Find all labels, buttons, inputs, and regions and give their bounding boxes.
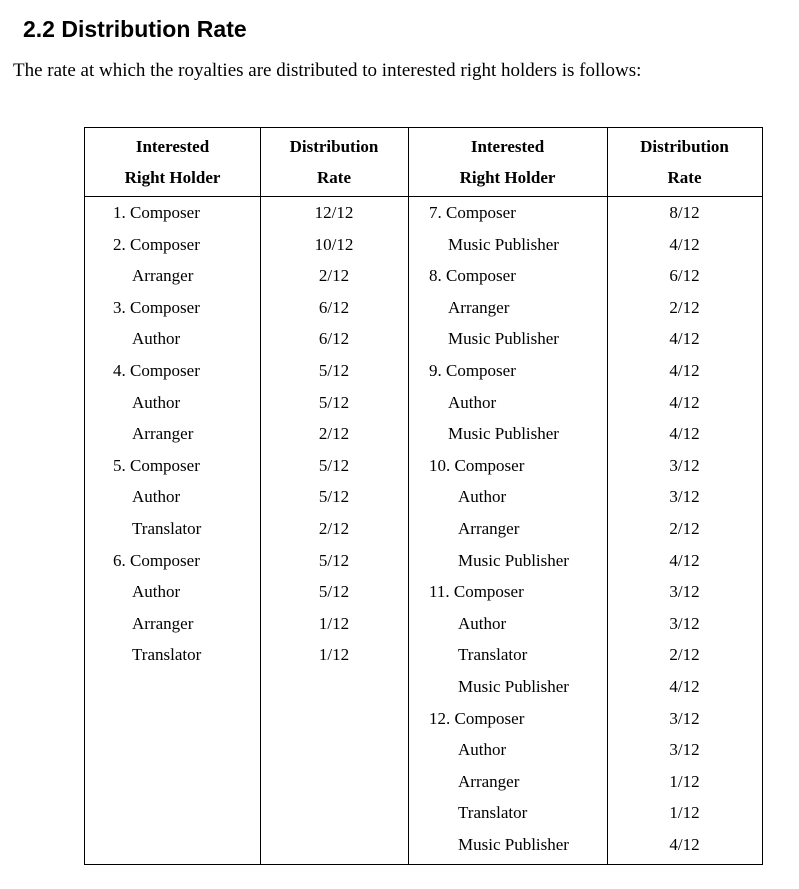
- holder-cell: Author: [132, 392, 181, 412]
- rate-cell: 1/12: [318, 645, 350, 665]
- rate-cell: 1/12: [318, 613, 350, 633]
- header-right-holder: [408, 128, 607, 196]
- holder-cell: 4. Composer: [113, 360, 200, 380]
- holder-cell: Arranger: [132, 266, 194, 286]
- rate-cell: 4/12: [669, 834, 700, 854]
- holder-cell: 9. Composer: [429, 360, 516, 380]
- rate-cell: 4/12: [669, 392, 700, 412]
- rate-cell: 5/12: [318, 360, 350, 380]
- rate-cell: 6/12: [318, 329, 350, 349]
- holder-cell: Music Publisher: [448, 424, 559, 444]
- rate-cell: 4/12: [669, 234, 700, 254]
- header-right-rate: [607, 128, 762, 196]
- rate-cell: 1/12: [669, 803, 700, 823]
- rate-cell: 2/12: [669, 645, 700, 665]
- holder-cell: Arranger: [458, 771, 520, 791]
- header-line: Distribution: [640, 137, 729, 156]
- holder-cell: 12. Composer: [429, 708, 525, 728]
- header-line: Rate: [317, 168, 351, 187]
- right-rate-column: [607, 197, 762, 860]
- left-rate-column: [260, 197, 408, 671]
- holder-cell: Author: [458, 613, 507, 633]
- rate-cell: 4/12: [669, 360, 700, 380]
- header-line: Rate: [667, 168, 702, 187]
- rate-cell: 6/12: [669, 266, 700, 286]
- header-line: Interested: [135, 137, 210, 156]
- holder-cell: Arranger: [132, 424, 194, 444]
- rate-cell: 3/12: [669, 613, 700, 633]
- header-line: Right Holder: [459, 168, 556, 187]
- holder-cell: Author: [132, 487, 181, 507]
- header-left-holder: [85, 128, 260, 196]
- holder-cell: Arranger: [458, 518, 520, 538]
- rate-cell: 6/12: [318, 297, 350, 317]
- holder-cell: Author: [458, 487, 507, 507]
- rate-cell: 4/12: [669, 676, 700, 696]
- holder-cell: Music Publisher: [458, 834, 569, 854]
- holder-cell: Author: [458, 740, 507, 760]
- rate-cell: 3/12: [669, 708, 700, 728]
- holder-cell: 10. Composer: [429, 455, 525, 475]
- rate-cell: 5/12: [318, 582, 350, 602]
- holder-cell: Translator: [458, 803, 528, 823]
- rate-cell: 2/12: [669, 297, 700, 317]
- holder-cell: 7. Composer: [429, 203, 516, 222]
- holder-cell: 8. Composer: [429, 266, 516, 286]
- holder-cell: Translator: [132, 518, 202, 538]
- header-line: Distribution: [289, 137, 379, 156]
- rate-cell: 4/12: [669, 550, 700, 570]
- rate-cell: 3/12: [669, 740, 700, 760]
- holder-cell: Arranger: [448, 297, 510, 317]
- left-holder-column: [85, 197, 260, 671]
- rate-cell: 12/12: [314, 203, 354, 222]
- header-left-rate: [260, 128, 408, 196]
- holder-cell: Music Publisher: [458, 676, 569, 696]
- holder-cell: Arranger: [132, 613, 194, 633]
- rate-cell: 5/12: [318, 487, 350, 507]
- rate-cell: 10/12: [314, 234, 354, 254]
- rate-cell: 3/12: [669, 582, 700, 602]
- rate-cell: 4/12: [669, 329, 700, 349]
- holder-cell: 3. Composer: [113, 297, 200, 317]
- rate-cell: 2/12: [669, 518, 700, 538]
- holder-cell: 1. Composer: [113, 203, 200, 222]
- holder-cell: 6. Composer: [113, 550, 200, 570]
- rate-cell: 5/12: [318, 550, 350, 570]
- holder-cell: Music Publisher: [458, 550, 569, 570]
- holder-cell: Music Publisher: [448, 234, 559, 254]
- holder-cell: 5. Composer: [113, 455, 200, 475]
- rate-cell: 5/12: [318, 455, 350, 475]
- holder-cell: Translator: [458, 645, 528, 665]
- rate-cell: 1/12: [669, 771, 700, 791]
- rate-cell: 2/12: [318, 424, 350, 444]
- rate-cell: 4/12: [669, 424, 700, 444]
- rate-cell: 2/12: [318, 266, 350, 286]
- rate-cell: 8/12: [669, 203, 700, 222]
- distribution-rate-table: [84, 127, 763, 865]
- header-line: Right Holder: [124, 168, 221, 187]
- right-holder-column: [408, 197, 607, 860]
- rate-cell: 5/12: [318, 392, 350, 412]
- rate-cell: 3/12: [669, 455, 700, 475]
- holder-cell: 11. Composer: [429, 582, 524, 602]
- header-line: Interested: [470, 137, 545, 156]
- section-heading: 2.2 Distribution Rate: [23, 16, 247, 42]
- intro-paragraph: The rate at which the royalties are distributed to interested right holders is follows:: [13, 60, 642, 81]
- holder-cell: Author: [132, 582, 181, 602]
- rate-cell: 3/12: [669, 487, 700, 507]
- holder-cell: Author: [448, 392, 497, 412]
- rate-cell: 2/12: [318, 518, 350, 538]
- holder-cell: Translator: [132, 645, 202, 665]
- holder-cell: 2. Composer: [113, 234, 200, 254]
- holder-cell: Music Publisher: [448, 329, 559, 349]
- holder-cell: Author: [132, 329, 181, 349]
